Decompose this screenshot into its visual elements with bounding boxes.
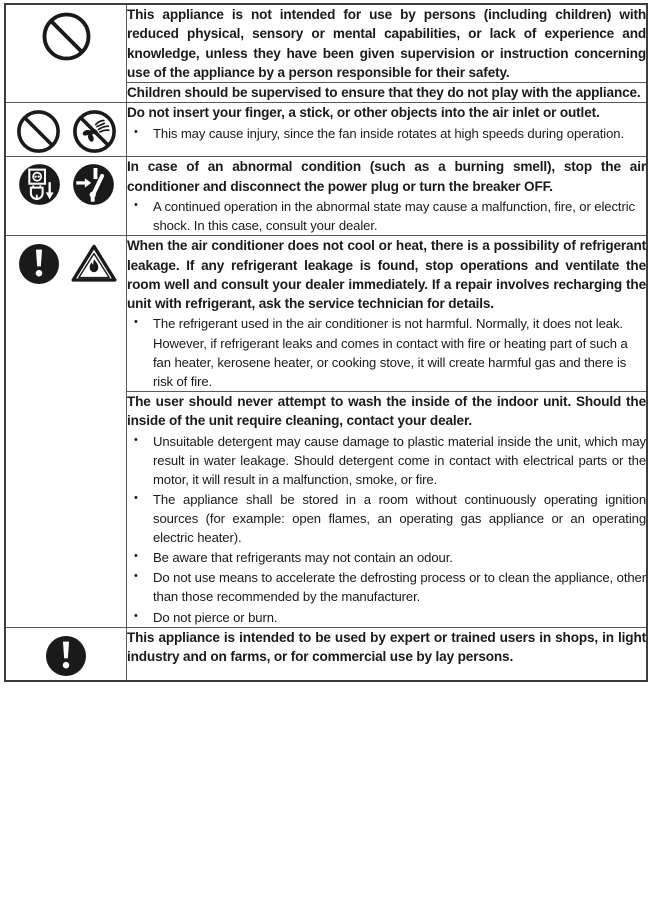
warning-bullet-list — [127, 124, 646, 143]
icon-group — [6, 5, 126, 64]
table-row — [5, 157, 647, 236]
safety-warning-table — [4, 3, 648, 682]
mandatory-exclamation-icon — [42, 632, 90, 680]
table-row — [5, 103, 647, 157]
turn-off-breaker-icon — [70, 161, 117, 208]
list-item: • Do not pierce or burn. — [127, 608, 646, 627]
icon-cell-persons-reduced-capabilities — [5, 4, 127, 103]
list-item: • The appliance shall be stored in a room without continuously operating ignition sources (for example: open flames, an operating gas appliance or an operating electric heater). — [127, 490, 646, 547]
text-cell-persons-reduced-capabilities — [127, 4, 648, 83]
warning-bullet-list — [127, 314, 646, 390]
table-row — [5, 4, 647, 83]
prohibition-icon — [39, 9, 94, 64]
warning-heading: This appliance is not intended for use by persons (including children) with reduced physical, sensory or mental capabilities, or lack of experience and knowledge, unless they have been given supervision or instruction concerning use of the appliance by a person responsible for their safety. — [127, 7, 646, 80]
icon-group — [6, 157, 126, 208]
warning-heading: The user should never attempt to wash the inside of the indoor unit. Should the inside of the unit require cleaning, contact your dealer. — [127, 393, 646, 429]
no-hand-in-fan-icon — [70, 107, 119, 156]
icon-group — [6, 103, 126, 156]
table-row — [5, 627, 647, 681]
warning-bullet-list — [127, 432, 646, 627]
warning-heading: Do not insert your finger, a stick, or other objects into the air inlet or outlet. — [127, 105, 600, 121]
icon-cell-do-not-insert-finger — [5, 103, 127, 157]
list-item: • The refrigerant used in the air conditioner is not harmful. Normally, it does not leak. However, if refrigerant leaks and comes in contact with fire or heating part of such a fan heater, kerosene heater, or cooking stove, it will create harmful gas and there is risk of fire. — [127, 314, 646, 390]
list-item: • A continued operation in the abnormal state may cause a malfunction, fire, or electric shock. In this case, consult your dealer. — [127, 197, 646, 235]
text-cell-do-not-insert-finger — [127, 103, 648, 157]
table-row — [5, 236, 647, 392]
list-item: • Unsuitable detergent may cause damage to plastic material inside the unit, which may result in water leakage. Should detergent come in contact with electrical parts or the motor, it will result in a malfunction, smoke, or fire. — [127, 432, 646, 489]
text-cell-refrigerant-leakage — [127, 236, 648, 392]
mandatory-exclamation-icon — [15, 240, 63, 288]
warning-heading: This appliance is intended to be used by expert or trained users in shops, in light industry and on farms, or for commercial use by lay persons. — [127, 629, 646, 664]
icon-group — [6, 236, 126, 288]
icon-cell-expert-trained-users — [5, 627, 127, 681]
icon-group — [6, 628, 126, 680]
unplug-power-plug-icon — [16, 161, 63, 208]
icon-cell-refrigerant-leakage — [5, 236, 127, 627]
warning-bullet-list — [127, 197, 646, 235]
list-item: • Do not use means to accelerate the defrosting process or to clean the appliance, other than those recommended by the manufacturer. — [127, 568, 646, 606]
text-cell-never-wash-indoor-unit — [127, 391, 648, 627]
prohibition-icon — [14, 107, 63, 156]
text-cell-abnormal-condition — [127, 157, 648, 236]
icon-cell-abnormal-condition — [5, 157, 127, 236]
warning-heading: Children should be supervised to ensure that they do not play with the appliance. — [127, 85, 641, 101]
text-cell-expert-trained-users — [127, 627, 648, 681]
warning-heading: In case of an abnormal condition (such as a burning smell), stop the air conditioner and disconnect the power plug or turn the breaker OFF. — [127, 159, 646, 194]
warning-heading: When the air conditioner does not cool or heat, there is a possibility of refrigerant leakage. If any refrigerant leakage is found, stop operations and ventilate the room well and consult your dealer immediately. If a repair involves recharging the unit with refrigerant, ask the service technician for details. — [127, 238, 646, 312]
text-cell-children-supervised — [127, 83, 648, 103]
flammable-warning-triangle-icon — [70, 240, 118, 288]
list-item: • This may cause injury, since the fan inside rotates at high speeds during operation. — [127, 124, 646, 143]
list-item: • Be aware that refrigerants may not contain an odour. — [127, 548, 646, 567]
